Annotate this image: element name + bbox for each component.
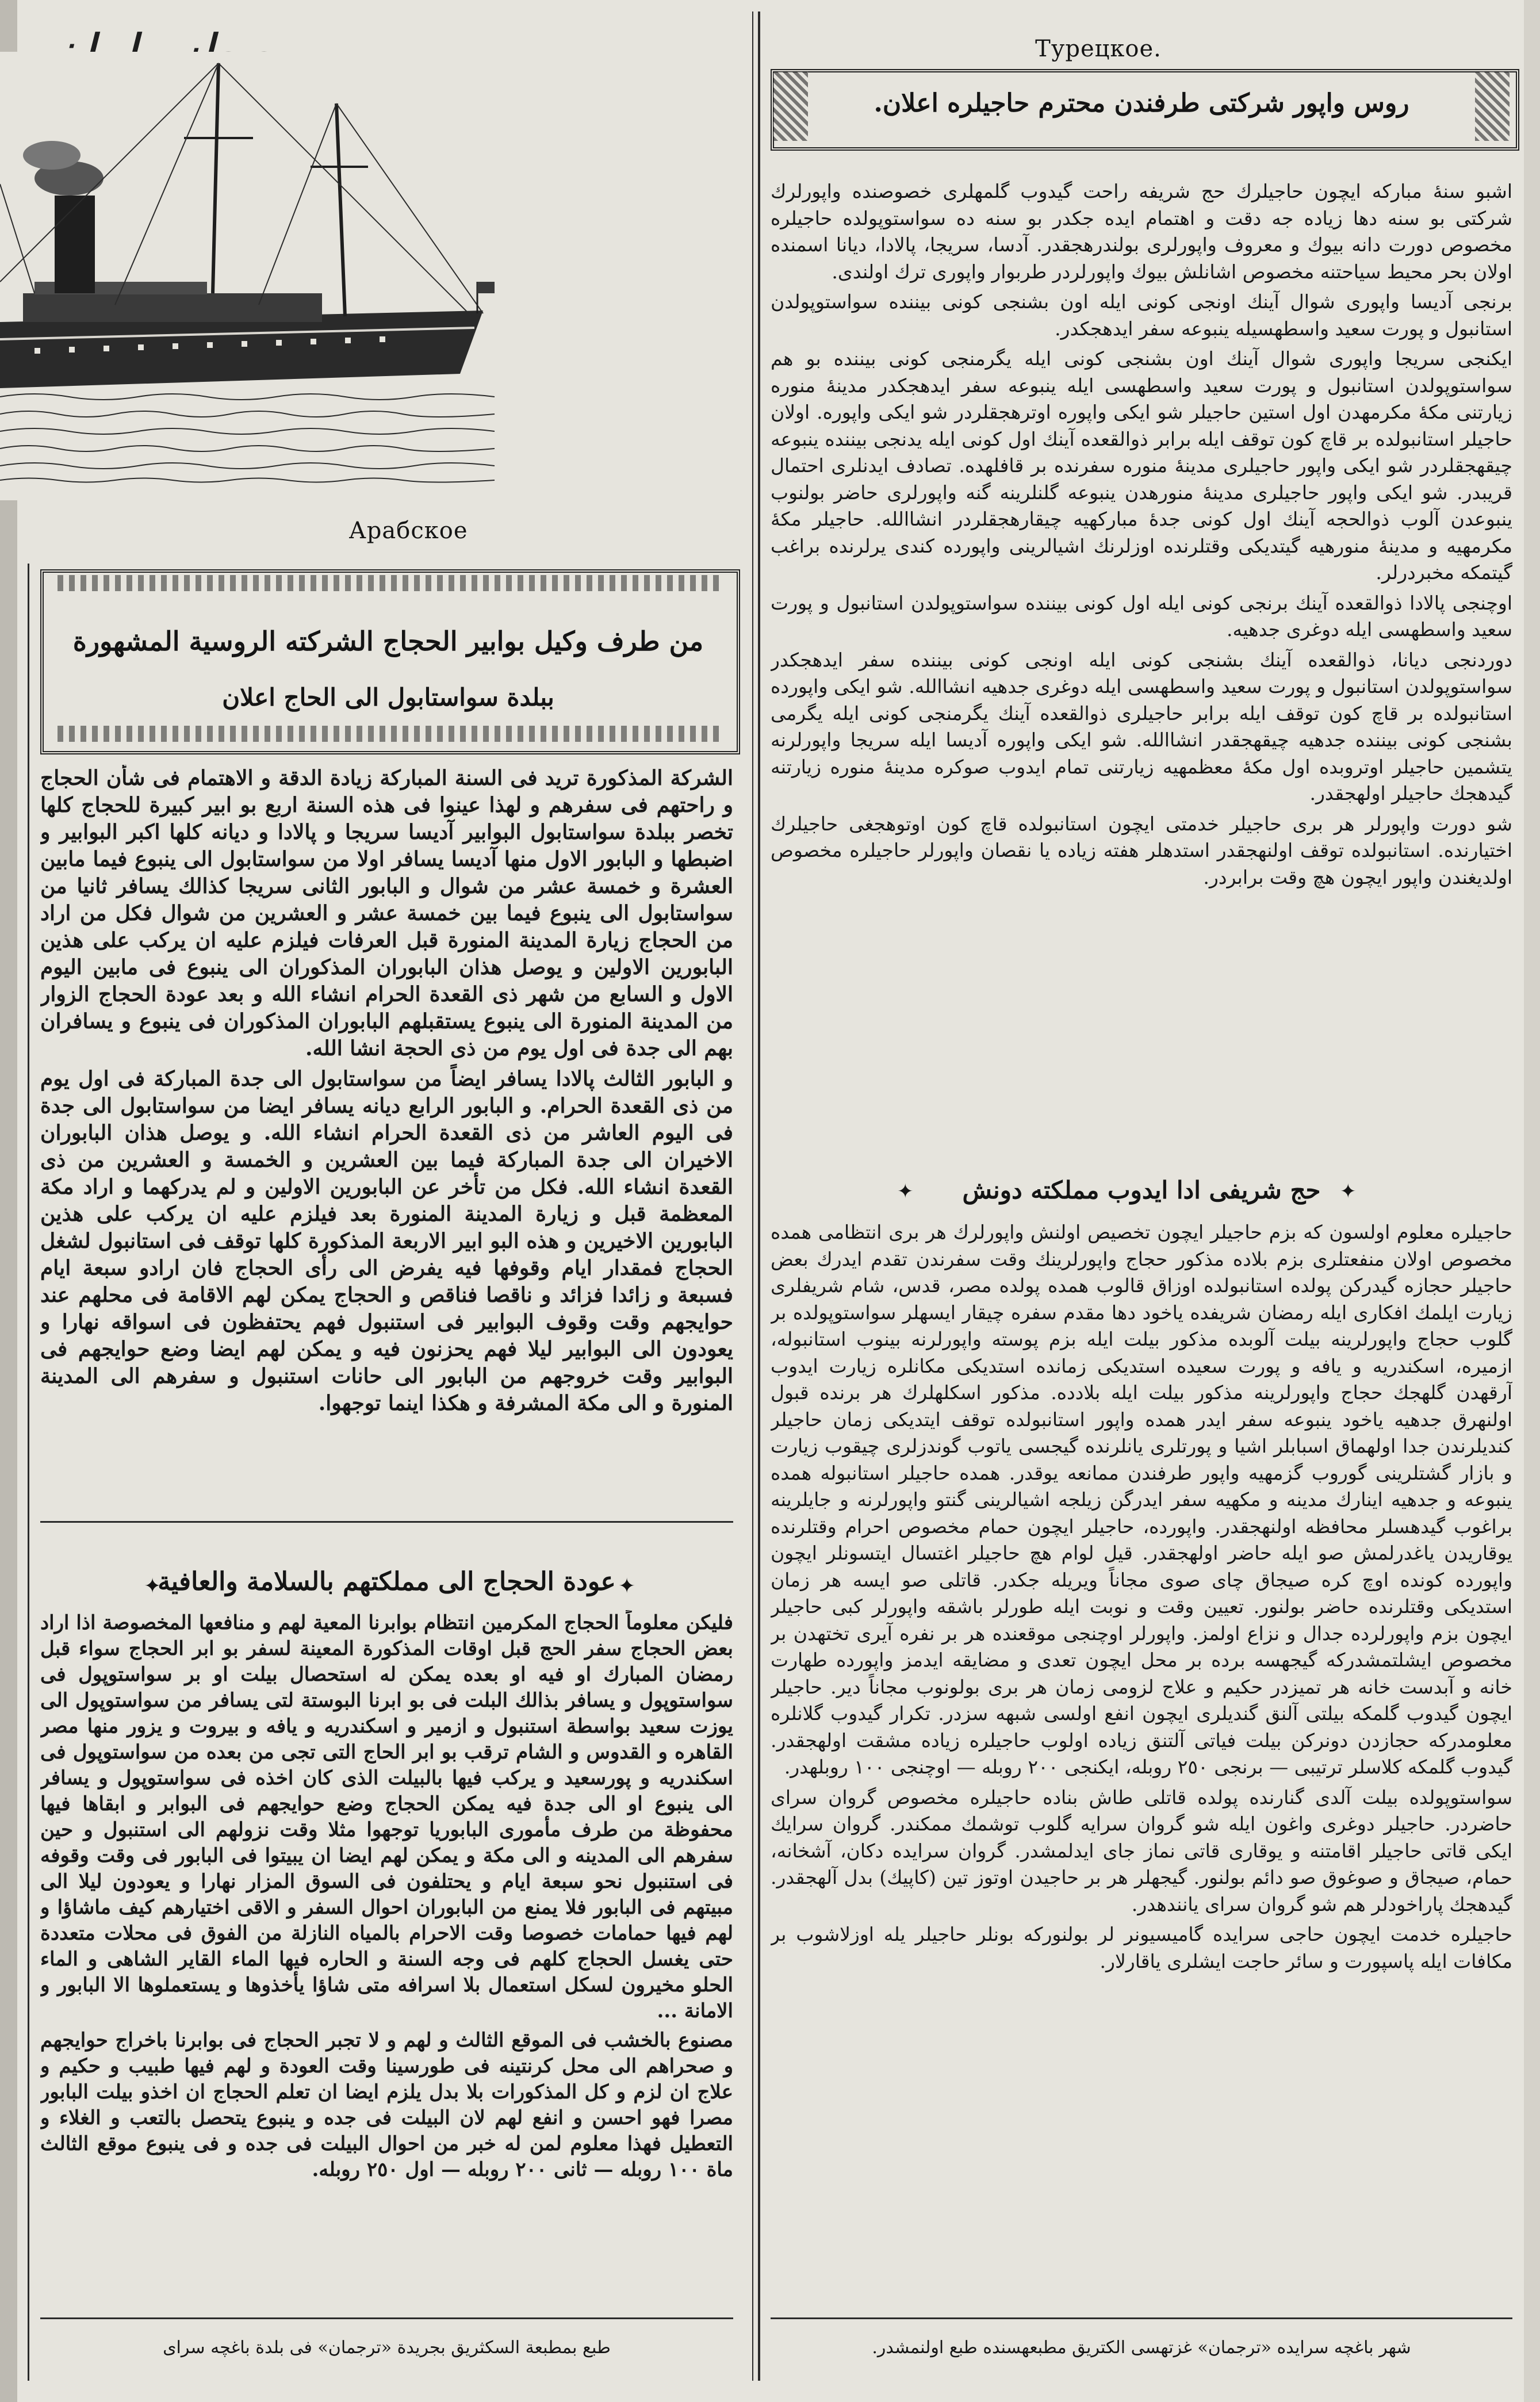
- arabic-footer-rule: [40, 2317, 733, 2319]
- ottoman-paragraph-4: اوچنجى پالادا ذوالقعده آينك برنجى كونى ايله اول كونى بيننده سواستوپولدن استانبول و پورت سعيد واسطهسى ايله دوغرى جدهيه.: [771, 591, 1512, 641]
- arabic-section2-paragraph-2: مصنوع بالخشب فى الموقع الثالث و لهم و لا تجبر الحجاج فى بوابرنا باخراج حوايجهم و صحراهم الى محل كرنتينه فى طورسينا وقت العودة و لهم فيها طبيب و حكيم و علاج ان لزم و كل المذكورات بلا بدل يلزم ايضا ان تعلم الحجاج ان اخذو بيلت البابور مصرا فهو احسن و انفع لهم لان البيلت فى جده و ينبوع يتحصل بالتعب و الغلاء و التعطيل فهذا معلوم لمن له خبر من احوال البيلت فى جده و فى ينبوع موقع الثالث ماة ١٠٠ روبله — ثانى ٢٠٠ روبله — اول ٢٥٠ روبله.: [40, 2029, 733, 2181]
- arabic-heading-ornament-right: ✦: [618, 1574, 636, 1598]
- arabic-notice-title-line1: من طرف وكيل بوابير الحجاج الشركته الروسية المشهورة: [72, 626, 704, 657]
- arabic-section2-paragraph-1: فليكن معلوماً الحجاج المكرمين انتظام بوابرنا المعية لهم و منافعها المخصوصة اذا اراد بعض الحجاج سفر الحج قبل اوقات المذكورة المعينة لسفر بو ابر الحجاج سواء قبل رمضان المبارك او فيه او بعده يمكن له استحصال بيلت او بر سواستوپول فى سواستوپول و يسافر بذالك البلت فى بو ابرنا البوستة لتى يسافر من سواستوپول الى يوزت سعيد بواسطة استنبول و ازمير و اسكندريه و يافه و بيروت و يزور منها مصر القاهره و القدوس و الشام ترقب بو ابر الحاج التى تجى من بعده من سواستوپول فى اسكندريه و پورسعيد و يركب فيها بالبيلت الذى كان اخذه فى سواستوپول و يسافر الى ينبوع او الى جدة فيه يمكن الحجاج وضع حوايجهم فى البوابر و ابقاها فيها محفوظة من طرف مأمورى البابوريا توجهوا مثلا وقت نزولهم الى استنبول و حين سفرهم الى المدينه و الى مكة و يمكن لهم ايضا ان يبيتوا فى البابور فى وقت وقوفه فى استنبول نحو سبعة ايام و يحتلفون فى السوق المزار نهارا و يعودون ليلا الى مبيتهم فى البابور فلا يمنع من البابوران احوال السفر و الاقى اختيارهم كيف ماشاؤا و لهم فيها حمامات خصوصا وقت الاحرام بالمياه النازلة من الفوق فى محلات متعددة حتى يغسل الحجاج كلهم فى وجه السنة و الحاره فيها الماء القاير الشاهى و الماء الحلو مخيرون لسكل استعمال بلا اسرافه متى شاؤا يأخذوها و يستعملوها الا البابور و الامانة ...: [40, 1611, 733, 2022]
- arabic-section-separator: [40, 1521, 733, 1523]
- ottoman-ornament-left: [773, 72, 808, 141]
- ottoman-heading-ornament-left: ✦: [897, 1180, 914, 1203]
- ottoman-footer-rule: [771, 2317, 1512, 2319]
- right-page-edge: [1524, 0, 1540, 2402]
- ottoman-body: [771, 178, 1512, 1179]
- arabic-section2-heading: عودة الحجاج الى مملكتهم بالسلامة والعافية: [158, 1567, 616, 1596]
- ottoman-footer: شهر باغچه سرايده «ترجمان» غزتهسى الكتريق مطبعهسنده طبع اولنمشدر.: [872, 2338, 1411, 2358]
- ottoman-paragraph-1: اشبو سنهٔ مباركه ايچون حاجيلرك حج شريفه راحت گيدوب گلمهلرى خصوصنده واپورلرك شركتى بو سنه دها زياده جه دقت و اهتمام ايده جكدر بو سنه ده سواستوپولده حاجيلره مخصوص دورت دانه بيوك و معروف واپورلرى بولندرهجقدر. آدسا، سريجا، پالادا، ديانا اسمنده اولان بحر محيط سياحتنه مخصوص اشانلش بيوك واپورلردر طربوار واپورى ترك اولندى.: [771, 180, 1512, 283]
- ottoman-section2-paragraph-1: حاجيلره معلوم اولسون كه بزم حاجيلر ايچون تخصيص اولنش واپورلرك هر برى انتظامى همده مخصوص اولان منفعتلرى بزم بلاده مذكور حجاج واپورلرينك وقت سفرندن تقدم ايدرك بعض حاجيلر حجازه گيدركن پولده استانبولده اوزاق قالوب همده پولده مصر، قدس، شام شريفلرى زيارت ايلمك افكارى ايله رمضان شريفده ياخود دها مقدم سفره چيقار ايسهلر سواستوپولده بر گلوب حجاج واپورلرينه بيلت آلوبده مذكور بيلت ايله بزم پوسته واپورلرنه بينوب استانبوله، ازميره، اسكندريه و يافه و پورت سعيده استديكى زمانده استديكى مكانلره زيارت ايدوب آرقهدن گلهجك حجاج واپورلرينه مذكور بيلت ايله بلادده. مذكور اسكلهلرك هر برنده قبول اولنهرق جدهيه ياخود ينبوعه سفر ايدر همده واپور استانبولده توقف ايتديكى زمان حاجيلر كنديلرندن جدا اولهماق اسبابلر اشيا و پورتلرى يانلرنده گيجسى ياتوب گوندزلرى چيقوب زيارت و بازار گشتلرينى گوروب گزمهيه واپور طرفندن ممانعه يوقدر. همده حاجيلر استانبوله همده ينبوعه و جدهيه اينارك مدينه و مكهيه سفر ايدرگن زيلجه اشيالرينى گنتو واپورلرنه و جايلرينه براغوب گيدهسلر محافظه اولنهجقدر. واپورده، حاجيلر ايچون حمام مخصوص احرام وقتلرنده يوقاريدن ياغدرلمش صو ايله حاضر اولهجقدر. قيل لوام هچ حاجيلر اغتسال ايتسونلر ايچون واپورده كونده اوچ كره صيجاق چاى صوى مجاناً ويريله جكدر. قاتلى صو ايسه هر زمان استديكى وقتلرنده حاضر بولنور. تعيين وقت و نوبت ايله طورلر باشقه واپورلر كبى حاجيلر ايچون بزم واپورلرده جدال و نزاع اولمز. واپورلر اوچنجى موقعنده هر بر نفره آيرى تختهدن بر مخصوص ايشلتمشدركه گيجهسه برده بر محل ايچون تعدى و مضايقه ايدمز واپورده طهارت خانه و آبدست خانه هر تميزدر حكيم و علاج لزومى زمان هر برى بولونوب مجاناً دير. حاجيلر ايچون گيدوب گلمكه بيلتى آلنق گنديلرى ايچون انفع اولسى شبهه سزدر. تكرار گيدوب گلانلره معلومدركه حجازدن دونركن بيلت فياتى آلتنق زياده اولوب حاجيلره زياده مشقت اولهجقدر. گيدوب گلمكه كلاسلر ترتيبى — برنجى ٢٥٠ روبله، ايكنجى ٢٠٠ روبله — اوچنجى ١٠٠ روبلهدر.: [771, 1221, 1512, 1778]
- left-column-border: [28, 564, 29, 2381]
- ottoman-section2-body: [771, 1219, 1512, 2300]
- arabic-notice-title-line2: ببلدة سواستابول الى الحاج اعلان: [222, 683, 554, 711]
- ottoman-heading-ornament-right: ✦: [1340, 1180, 1357, 1203]
- ottoman-section2-paragraph-2: سواستوپولده بيلت آلدى گنارنده پولده قاتلى طاش بناده حاجيلره مخصوص گروان سراى حاضردر. حاجيلر دوغرى واغون ايله شو گروان سرايه گلوب توشمك ممكندر. گروان سرايك ايكى قاتى حاجيلر اقامتنه و يوقارى قاتى نماز جاى ايدلمشدر. گروان سرايده دكان، آشخانه، حمام، صيجاق و صوغوق صو دائم بولنور. گيجهلر هر بر حاجيدن اوتوز تين (كاپيك) بدل آلهجقدر. گيدهجك پاراخودلر هم شو گروان سراى يانندهدر.: [771, 1786, 1512, 1916]
- ottoman-paragraph-6: شو دورت واپورلر هر برى حاجيلر خدمتى ايچون استانبولده قاچ كون اوتوهجغى حاجيلرك اختيارنده. استانبولده توقف اولنهجقدر استدهلر هفته زياده يا نقصان واپورلر حاجيلره مخصوص اولديغندن واپور ايچون هچ وقت برابردر.: [771, 812, 1512, 888]
- steamship-illustration: [0, 52, 506, 500]
- ottoman-section2-paragraph-3: حاجيلره خدمت ايچون حاجى سرايده گاميسيونر لر بولنوركه بونلر حاجيلر يله اوزلاشوب بر مكافات ايله پاسپورت و سائر حاجت ايشلرى ياقارلار.: [771, 1923, 1512, 1972]
- ottoman-section2-heading: حج شريفى ادا ايدوب مملكته دونش: [962, 1176, 1321, 1204]
- arabic-notice-ornament-top: [58, 575, 719, 591]
- arabic-section2-body: [40, 1610, 733, 2306]
- arabic-paragraph-2: و البابور الثالث پالادا يسافر ايضاً من سواستابول الى جدة المباركة فى اول يوم من ذى القعدة الحرام. و البابور الرابع ديانه يسافر ايضا من سواستابول الى جدة فى اليوم العاشر من ذى القعدة الحرام انشاء الله. و يوصل هذان البابوران الاخيران الى جدة المباركة فيما بين العشرين و الخمسة و العشرين من ذى القعدة انشاء الله. فكل من تأخر عن البابورين الاولين و لم يدركهما و اراد مكة المعظمة قبل و زيارة المدينة المنورة بعد فيلزم عليه ان يركب على هذين البابورين الاخيرين و هذه البو ابير الاربعة المذكورة كلها توقف فى استانبول لشغل الحجاج فمقدار ايام وقوفها فيه يفرض الى رأى الحجاج فان ارادو سبعة ايام فسبعة و زائدا فزائد و ناقصا فناقص و الحجاج يمكن لهم الاقامة فى محلهم عند حوايجهم وقت وقوف البوابير فى استنبول فهم يحتفظون فى اسواقه نهارا و يعودون الى البوابير ليلا فهم يحزنون فيه و يمكن لهم ايضا وضع حوايجهم فى البوابير وقت خروجهم من البابور الى حانات استنبول و سفرهم الى المدينة المنورة و الى مكة المشرفة و هكذا اينما توجهوا.: [40, 1067, 733, 1415]
- arabic-heading-ornament-left: ✦: [144, 1574, 162, 1598]
- column-divider: [758, 12, 760, 2381]
- ottoman-paragraph-3: ايكنجى سريجا واپورى شوال آينك اون بشنجى كونى ايله يگرمنجى كونى بيننده بو هم سواستوپولدن استانبول و پورت سعيد واسطهسى ايله ينبوعه سفر ايدهجكدر مدينهٔ منوره زيارتنى مكهٔ مكرمهدن اول استين حاجيلر شو ايكى واپوره اوترهجقلردر شو ايكى واپوره. اولان حاجيلر استانبولده بر قاچ كون توقف ايله برابر ذوالقعده آينك اول كونى ايله يدنجى بيننده ينبوعه چيقهجقلردر شو ايكى واپور حاجيلرى مدينهٔ منوره سفرنده بر قافلهده. تصادف ايدنلرى احتمال قريبدر. شو ايكى واپور حاجيلرى مدينهٔ منورهدن ينبوعه گلنلرينه گنه واپورلرى حاضر بولنوب ينبوعدن آلوب ذوالحجه آينك اول كونى جدهٔ مباركهيه چيقارهجقلردر انشاالله. حاجيلر مكهٔ مكرمهيه و مدينهٔ منورهيه گيتديكى وقتلرنده اوزلرنك اشيالرينى واپورده كندى يرلرنده براغب گيتمكه مخبردرلر.: [771, 347, 1512, 584]
- ottoman-paragraph-2: برنجى آديسا واپورى شوال آينك اونجى كونى ايله اون بشنجى كونى بيننده سواستوپولدن استانبول و پورت سعيد واسطهسيله ينبوعه سفر ايدهجكدر.: [771, 290, 1512, 340]
- arabic-notice-ornament-bottom: [58, 726, 719, 742]
- ottoman-language-label: Турецкое.: [1035, 36, 1162, 62]
- ottoman-paragraph-5: دوردنجى ديانا، ذوالقعده آينك بشنجى كونى ايله اونجى كونى بيننده سفر ايدهجكدر سواستوپولدن استانبول و پورت سعيد واسطهسى ايله دوغرى جدهيه انشاالله. شو ايكى واپورده استانبولده بر قاچ كون توقف ايله برابر حاجيلرى ذوالقعده آينك يگرمنجى كونى ايله يگرمى بشنجى كونى بيننده جدهيه چيقهجقدر انشاالله. شو ايكى واپوره آديسا ايله سريجا واپورلرنه يتشمين حاجيلر اوتروبده اول مكهٔ معظمهيه زيارتنى تمام ايدوب صوكره مدينهٔ منوره زيارتنه گيدهجك حاجيلر اولهجقدر.: [771, 648, 1512, 805]
- arabic-body: [40, 765, 733, 1512]
- arabic-footer: طبع بمطبعة السكثريق بجريدة «ترجمان» فى بلدة باغچه سراى: [163, 2338, 611, 2358]
- column-divider-inner: [752, 12, 753, 2381]
- arabic-language-label: Арабское: [348, 518, 468, 544]
- ottoman-notice-title: روس واپور شركتى طرفندن محترم حاجيلره اعلان.: [874, 89, 1409, 118]
- ottoman-ornament-right: [1475, 72, 1510, 141]
- arabic-paragraph-1: الشركة المذكورة تريد فى السنة المباركة زيادة الدقة و الاهتمام فى شأن الحجاج و راحتهم فى سفرهم و لهذا عينوا فى هذه السنة اربع بو ابير كبيرة للحجاج كلها تخصر ببلدة سواستابول البوابير آديسا سريجا و پالادا و ديانه كلها اكبر البوابير و اضبطها و البابور الاول منها آديسا يسافر اولا من سواستابول الى ينبوع فيما مابين العشرة و خمسة عشر من شوال و البابور الثانى سريجا كذالك يسافر ثانيا من سواستابول الى ينبوع فيما بين خمسة عشر و العشرين من شوال فكل من اراد من الحجاج زيارة المدينة المنورة قبل العرفات فيلزم عليه ان يركب على هذين البابورين الاولين و يوصل هذان البابوران المذكوران الى ينبوع فى مابين اليوم الاول و السابع من شهر ذى القعدة الحرام انشاء الله و بعد عودة الحجاج الزوار من المدينة المنورة الى ينبوع يستقبلهم البابوران المذكوران فى ينبوع و يسافران بهم الى جدة فى اول يوم من ذى الحجة انشا الله.: [40, 766, 733, 1060]
